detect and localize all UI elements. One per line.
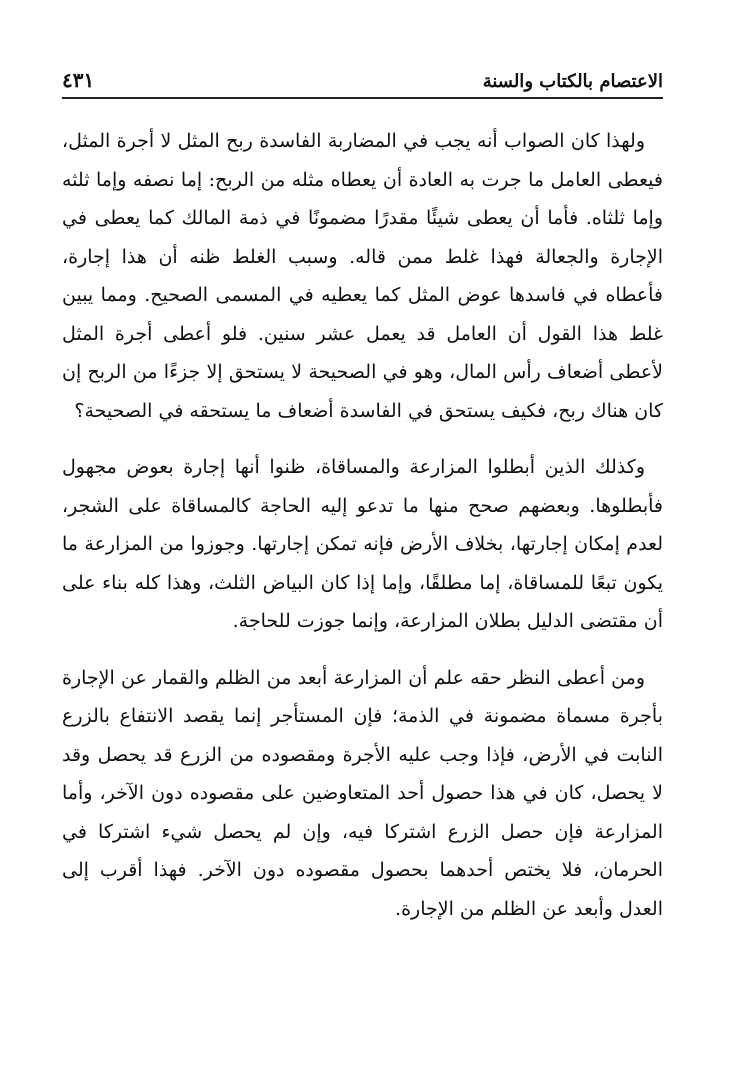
paragraph: وكذلك الذين أبطلوا المزارعة والمساقاة، ظنوا أنها إجارة بعوض مجهول فأبطلوها. وبعضهم صحح منها ما تدعو إليه الحاجة كالمساقاة على الشجر، لعدم إمكان إجارتها، بخلاف الأرض فإنه تمكن إجارتها. وجوزوا من المزارعة ما يكون تبعًا للمساقاة، إما مطلقًا، وإما إذا كان البياض الثلث، وهذا كله بناء على أن مقتضى الدليل بطلان المزارعة، وإنما جوزت للحاجة. bbox=[62, 456, 663, 632]
page-number: ٤٣١ bbox=[62, 68, 95, 92]
paragraph: ومن أعطى النظر حقه علم أن المزارعة أبعد من الظلم والقمار عن الإجارة بأجرة مسماة مضمونة في الذمة؛ فإن المستأجر إنما يقصد الانتفاع بالزرع النابت في الأرض، فإذا وجب عليه الأجرة ومقصوده من الزرع قد يحصل وقد لا يحصل، كان في هذا حصول أحد المتعاوضين على مقصوده دون الآخر، وأما المزارعة فإن حصل الزرع اشتركا فيه، وإن لم يحصل شيء اشتركا في الحرمان، فلا يختص أحدهما بحصول مقصوده دون الآخر. فهذا أقرب إلى العدل وأبعد عن الظلم من الإجارة. bbox=[62, 666, 663, 920]
running-header bbox=[62, 62, 663, 92]
header-title: الاعتصام بالكتاب والسنة bbox=[482, 71, 663, 92]
page-body bbox=[62, 122, 663, 946]
header-rule bbox=[62, 97, 663, 99]
paragraph: ولهذا كان الصواب أنه يجب في المضاربة الفاسدة ربح المثل لا أجرة المثل، فيعطى العامل ما جرت به العادة أن يعطاه مثله من الربح: إما نصفه وإما ثلثه وإما ثلثاه. فأما أن يعطى شيئًا مقدرًا مضمونًا في ذمة المالك كما يعطى في الإجارة والجعالة فهذا غلط ممن قاله. وسبب الغلط ظنه أن هذا إجارة، فأعطاه في فاسدها عوض المثل كما يعطيه في المسمى الصحيح. ومما يبين غلط هذا القول أن العامل قد يعمل عشر سنين. فلو أعطى أجرة المثل لأعطى أضعاف رأس المال، وهو في الصحيحة لا يستحق إلا جزءًا من الربح إن كان هناك ربح، فكيف يستحق في الفاسدة أضعاف ما يستحقه في الصحيحة؟ bbox=[62, 130, 663, 422]
